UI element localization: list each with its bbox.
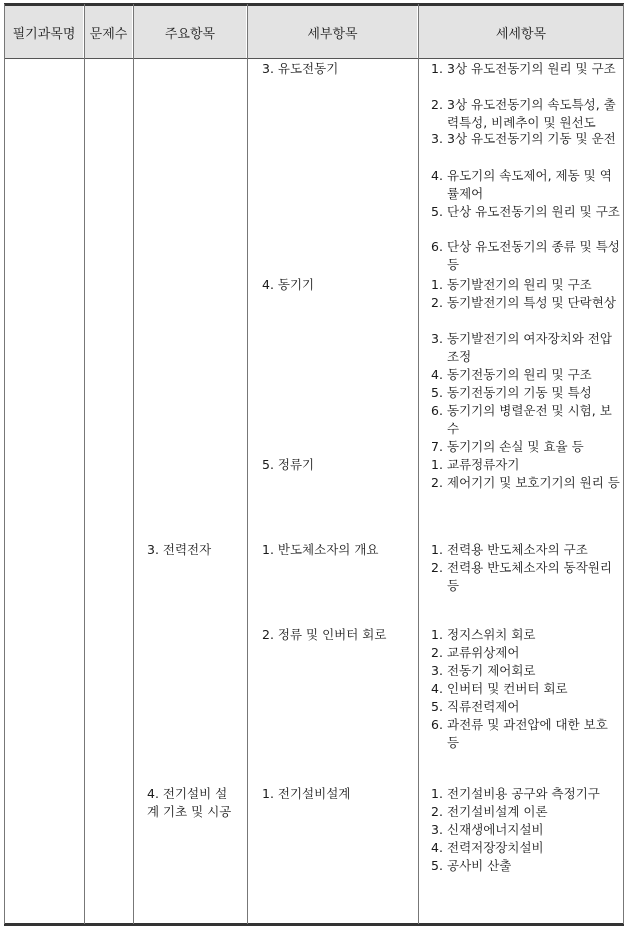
- detail-item: [431, 474, 621, 492]
- detail-item: [431, 402, 621, 438]
- bottom-border: [4, 923, 624, 926]
- detail-text: 제어기기 및 보호기기의 원리 등: [447, 475, 620, 490]
- detail-text: 전력용 반도체소자의 동작원리 등: [447, 560, 612, 593]
- header-divider: [4, 58, 624, 59]
- detail-number: 6.: [431, 239, 443, 254]
- detail-item: [431, 167, 621, 203]
- detail-number: 5.: [431, 385, 443, 400]
- detail-item: [431, 541, 621, 559]
- detail-text: 전동기 제어회로: [447, 663, 536, 678]
- detail-item: [431, 384, 621, 402]
- detail-number: 2.: [431, 804, 443, 819]
- detail-text: 동기전동기의 기동 및 특성: [447, 385, 592, 400]
- detail-text: 전기설비용 공구와 측정기구: [447, 786, 600, 801]
- header-main-item-label: 주요항목: [164, 26, 216, 42]
- detail-item: [431, 698, 621, 716]
- detail-text: 교류정류자기: [447, 457, 520, 472]
- detail-text: 직류전력제어: [447, 699, 520, 714]
- detail-text: 신재생에너지설비: [447, 822, 544, 837]
- detail-number: 1.: [431, 457, 443, 472]
- col-line-1: [84, 4, 85, 924]
- detail-number: 6.: [431, 717, 443, 732]
- header-subject-label: 필기과목명: [12, 26, 76, 42]
- detail-number: 2.: [431, 645, 443, 660]
- detail-text: 전력저장장치설비: [447, 840, 544, 855]
- detail-number: 5.: [431, 699, 443, 714]
- sub-item-semiconductor-overview: 1. 반도체소자의 개요: [262, 542, 379, 557]
- sub-item-rectifier-inverter-circuit: 2. 정류 및 인버터 회로: [262, 627, 387, 642]
- detail-text: 유도기의 속도제어, 제동 및 역률제어: [447, 168, 612, 201]
- detail-number: 3.: [431, 131, 443, 146]
- detail-number: 1.: [431, 277, 443, 292]
- detail-number: 5.: [431, 858, 443, 873]
- detail-item: [431, 857, 621, 875]
- detail-text: 동기전동기의 원리 및 구조: [447, 367, 592, 382]
- sub-item-rectifier: 5. 정류기: [262, 457, 315, 472]
- top-border: [4, 3, 624, 6]
- detail-item: [431, 294, 621, 312]
- detail-number: 3.: [431, 822, 443, 837]
- detail-item: [431, 366, 621, 384]
- detail-item: [431, 203, 621, 221]
- detail-item: [431, 130, 621, 148]
- detail-number: 2.: [431, 295, 443, 310]
- detail-number: 2.: [431, 560, 443, 575]
- detail-number: 4.: [431, 681, 443, 696]
- header-subject: [5, 6, 83, 58]
- detail-text: 전력용 반도체소자의 구조: [447, 542, 588, 557]
- header-sub-item-label: 세부항목: [307, 26, 358, 42]
- detail-item: [431, 238, 621, 274]
- detail-number: 5.: [431, 204, 443, 219]
- detail-number: 1.: [431, 786, 443, 801]
- detail-item: [431, 60, 621, 78]
- col-line-5: [623, 4, 624, 924]
- detail-item: [431, 438, 621, 456]
- header-detail-item: [419, 6, 623, 58]
- detail-number: 4.: [431, 168, 443, 183]
- detail-number: 1.: [431, 542, 443, 557]
- detail-number: 4.: [431, 840, 443, 855]
- detail-text: 교류위상제어: [447, 645, 520, 660]
- detail-text: 과전류 및 과전압에 대한 보호 등: [447, 717, 608, 750]
- detail-text: 동기기의 병렬운전 및 시험, 보수: [447, 403, 612, 436]
- detail-text: 3상 유도전동기의 원리 및 구조: [447, 61, 616, 76]
- col-line-4: [418, 4, 419, 924]
- header-question-count: [85, 6, 132, 58]
- detail-item: [431, 716, 621, 752]
- detail-text: 단상 유도전동기의 원리 및 구조: [447, 204, 620, 219]
- main-item-electrical-design: 4. 전기설비 설계 기초 및 시공: [147, 786, 232, 819]
- detail-item: [431, 626, 621, 644]
- header-question-count-label: 문제수: [89, 26, 128, 42]
- detail-number: 3.: [431, 663, 443, 678]
- header-sub-item: [248, 6, 417, 58]
- detail-item: [431, 456, 621, 474]
- detail-item: [431, 276, 621, 294]
- detail-item: [431, 839, 621, 857]
- detail-item: [431, 680, 621, 698]
- detail-item: [431, 644, 621, 662]
- col-line-0: [4, 4, 5, 924]
- detail-item: [431, 662, 621, 680]
- detail-number: 2.: [431, 475, 443, 490]
- detail-text: 전기설비설계 이론: [447, 804, 548, 819]
- detail-number: 2.: [431, 97, 443, 112]
- detail-text: 단상 유도전동기의 종류 및 특성 등: [447, 239, 620, 272]
- detail-text: 정지스위치 회로: [447, 627, 536, 642]
- detail-text: 인버터 및 컨버터 회로: [447, 681, 568, 696]
- detail-number: 3.: [431, 331, 443, 346]
- col-line-2: [133, 4, 134, 924]
- detail-number: 7.: [431, 439, 443, 454]
- detail-text: 동기발전기의 원리 및 구조: [447, 277, 592, 292]
- detail-text: 동기발전기의 특성 및 단락현상: [447, 295, 616, 310]
- detail-item: [431, 330, 621, 366]
- detail-item: [431, 821, 621, 839]
- detail-number: 6.: [431, 403, 443, 418]
- col-line-3: [247, 4, 248, 924]
- detail-number: 1.: [431, 61, 443, 76]
- detail-item: [431, 785, 621, 803]
- sub-item-synchronous-machine: 4. 동기기: [262, 277, 315, 292]
- detail-number: 1.: [431, 627, 443, 642]
- detail-text: 3상 유도전동기의 기동 및 운전: [447, 131, 616, 146]
- detail-text: 공사비 산출: [447, 858, 512, 873]
- sub-item-electrical-installation-design: 1. 전기설비설계: [262, 786, 351, 801]
- detail-text: 동기기의 손실 및 효율 등: [447, 439, 584, 454]
- header-main-item: [134, 6, 246, 58]
- detail-text: 동기발전기의 여자장치와 전압조정: [447, 331, 612, 364]
- detail-text: 3상 유도전동기의 속도특성, 출력특성, 비례추이 및 원선도: [447, 97, 616, 130]
- detail-item: [431, 96, 621, 132]
- detail-item: [431, 559, 621, 595]
- header-detail-item-label: 세세항목: [495, 26, 547, 42]
- detail-number: 4.: [431, 367, 443, 382]
- detail-item: [431, 803, 621, 821]
- sub-item-induction-motor: 3. 유도전동기: [262, 61, 339, 76]
- main-item-power-electronics: 3. 전력전자: [147, 542, 212, 557]
